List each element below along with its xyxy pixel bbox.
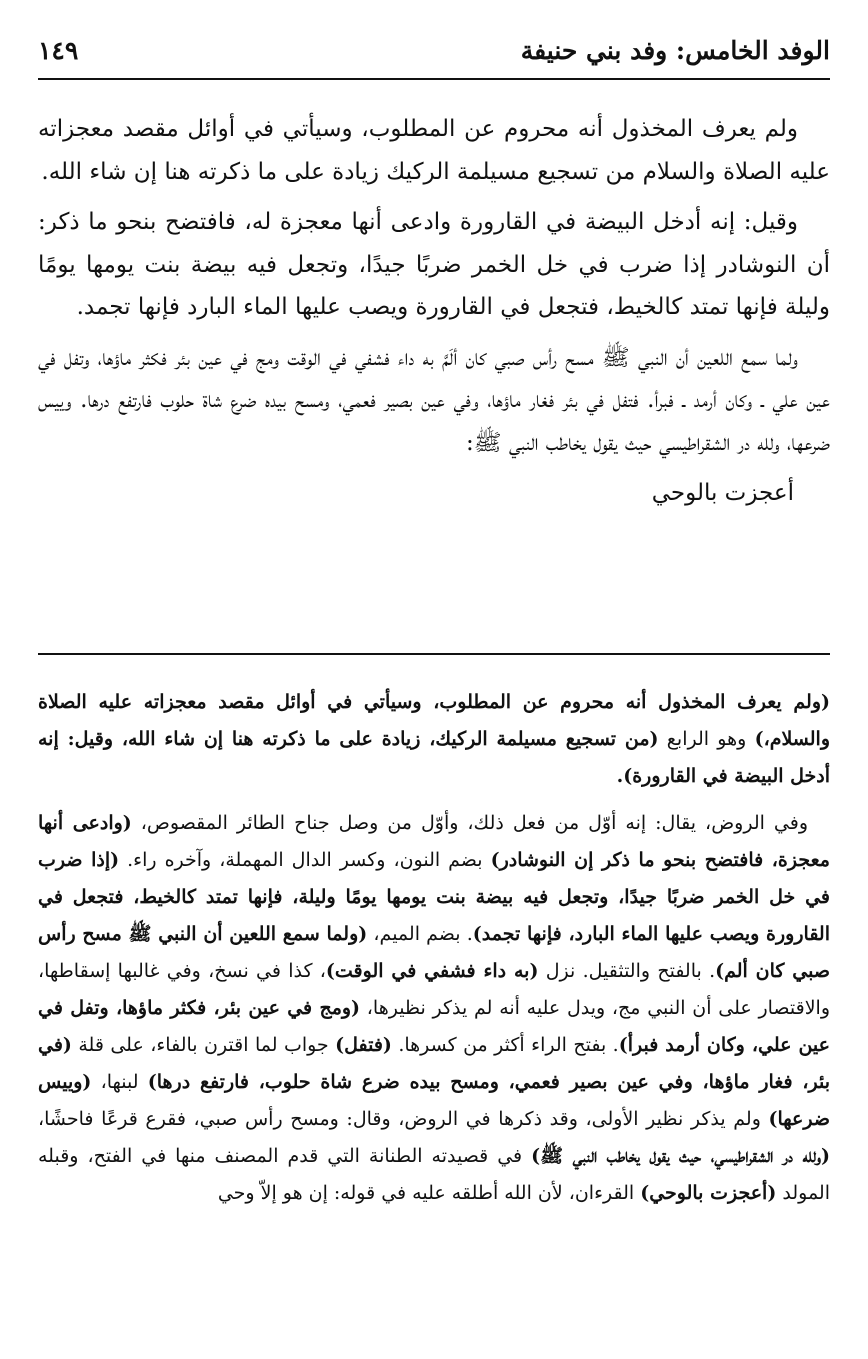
commentary-text-segment: جواب لما اقترن بالفاء، على قلة [71,1034,336,1056]
quoted-main-text: (إذا ضرب في خل الخمر ضربًا جيدًا، وتجعل فيه بيضة بنت يومها يومًا وليلة، فإنها تمتد كالخيط، فتجعل في القارورة ويصب عليها الماء البارد، فإنها تجمد) [38,849,830,945]
commentary-text-segment: في قصيدته الطنانة التي قدم المصنف منها في الفتح، وقبله المولد [38,1145,830,1204]
header-divider [38,78,830,80]
quoted-main-text: (أعجزت بالوحي) [640,1182,777,1204]
quoted-main-text: (ولم يعرف المخذول أنه محروم عن المطلوب، وسيأتي في أوائل مقصد معجزاته عليه الصلاة والسلام،) [38,691,830,750]
quoted-main-text: (وادعى أنها معجزة، فافتضح بنحو ما ذكر إن النوشادر) [38,812,830,871]
main-paragraph: وقيل: إنه أدخل البيضة في القارورة وادعى أنها معجزة له، فافتضح بنحو ما ذكر: أن النوشادر إذا ضرب في خل الخمر ضربًا جيدًا، وتجعل فيه بيضة بنت يومها يومًا وليلة فإنها تمتد كالخيط، فتجعل في القارورة ويصب عليها الماء البارد فإنها تجمد. [38,209,830,320]
chapter-title: الوفد الخامس: وفد بني حنيفة [520,35,830,65]
quoted-main-text: (ومج في عين بئر، فكثر ماؤها، وتفل في عين علي، وكان أرمد فبرأ) [38,997,830,1056]
commentary-text-segment: لبنها، [91,1071,148,1093]
quoted-main-text: (ولما سمع اللعين أن النبي ﷺ مسح رأس صبي كان ألم) [38,923,831,982]
commentary-text-segment: . بضم الميم، [367,923,473,945]
commentary-text-segment: . بالفتح والتثقيل. نزل [538,960,716,982]
main-paragraph: ولما سمع اللعين أن النبي ﷺ مسح رأس صبي كان ألَمَّ به داء فشفي في الوقت ومج في عين بئر فكثر ماؤها، وتفل في عين علي ـ وكان أرمد ـ فبرأ. فتفل في بئر فغار ماؤها، وفي عين بصير فعمي، ومسح بيده ضرع شاة حلوب فارتفع درها. وييس ضرعها، ولله در الشقراطيسي حيث يقول يخاطب النبي ﷺ: [38,344,830,456]
quoted-main-text: (في بئر، فغار ماؤها، وفي عين بصير فعمي، ومسح بيده ضرع شاة حلوب، فارتفع درها) [38,1034,830,1093]
commentary-paragraph [38,805,830,1212]
commentary-text-segment: . بفتح الراء أكثر من كسرها. [391,1034,619,1056]
verse-line: أعجزت بالوحي [651,480,794,506]
main-text [38,108,830,515]
quoted-main-text: (وييس ضرعها) [38,1071,830,1130]
commentary-text-segment: ولم يذكر نظير الأولى، وقد ذكرها في الروض، وقال: ومسح رأس صبي، فقرع قرعًا فاحشًا، [38,1108,769,1130]
footnote-divider [38,653,830,655]
commentary-text-segment: وفي الروض، يقال: إنه أوّل من فعل ذلك، وأوّل من وصل جناح الطائر المقصوص، [131,812,808,834]
page-number: ١٤٩ [38,35,79,65]
main-paragraph: ولم يعرف المخذول أنه محروم عن المطلوب، وسيأتي في أوائل مقصد معجزاته عليه الصلاة والسلام من تسجيع مسيلمة الركيك زيادة على ما ذكرته هنا إن شاء الله. [38,116,830,185]
quoted-main-text: (فتفل) [335,1034,392,1056]
commentary-paragraph [38,684,830,795]
quoted-main-text: (ولله در الشقراطيسي، حيث يقول يخاطب النبي ﷺ) [531,1145,830,1167]
commentary-text-segment: ، كذا في نسخ، وفي غالبها إسقاطها، والاقتصار على أن النبي مج، ويدل عليه أنه لم يذكر نظيرها، [38,960,830,1019]
quoted-main-text: (من تسجيع مسيلمة الركيك، زيادة على ما ذكرته هنا إن شاء الله، وقيل: إنه أدخل البيضة في القارورة). [38,728,830,787]
commentary-text [38,684,830,1222]
quoted-main-text: (به داء فشفي في الوقت) [325,960,539,982]
page-header [38,28,830,72]
commentary-text-segment: بضم النون، وكسر الدال المهملة، وآخره راء. [119,849,491,871]
commentary-text-segment: وهو الرابع [658,728,755,750]
commentary-text-segment: القرءان، لأن الله أطلقه عليه في قوله: إن هو إلاّ وحي [217,1182,641,1204]
